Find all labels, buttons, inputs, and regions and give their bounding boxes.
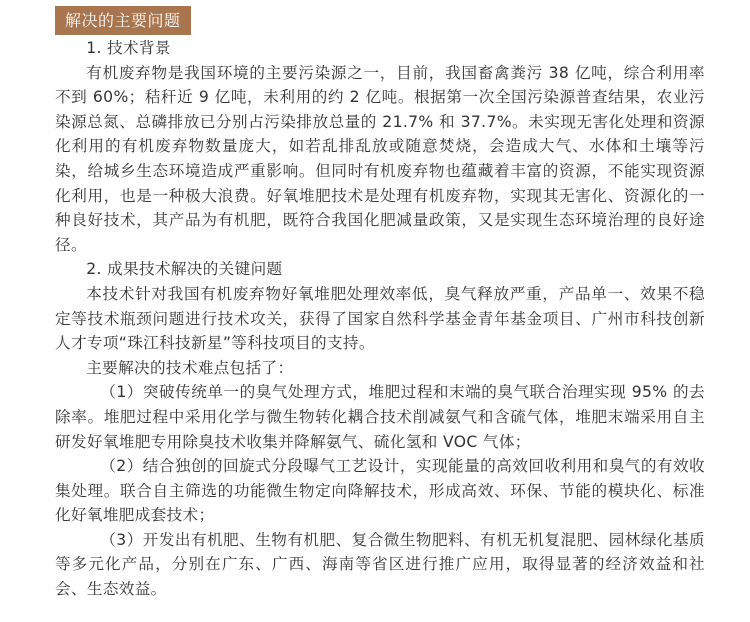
paragraph-difficulties-intro: 主要解决的技术难点包括了： bbox=[86, 358, 294, 377]
subheading-technical-background: 1. 技术背景 bbox=[86, 39, 171, 57]
section-header: 解决的主要问题 bbox=[55, 6, 191, 35]
list-item-3: （3）开发出有机肥、生物有机肥、复合微生物肥料、有机无机复混肥、园林绿化基质等多元化产品，分别在广东、广西、海南等省区进行推广应用，取得显著的经济效益和社会、生态效益。 bbox=[55, 530, 705, 599]
list-item-1: （1）突破传统单一的臭气处理方式，堆肥过程和末端的臭气联合治理实现 95% 的去除率。堆肥过程中采用化学与微生物转化耦合技术削减氨气和含硫气体，堆肥末端采用自主研发好氧堆肥专用除臭技术收集并降解氨气、硫化氢和 VOC 气体； bbox=[55, 383, 705, 451]
subheading-key-problems: 2. 成果技术解决的关键问题 bbox=[86, 260, 283, 279]
paragraph-key-problems: 本技术针对我国有机废弃物好氧堆肥处理效率低，臭气释放严重，产品单一、效果不稳定等技术瓶颈问题进行技术攻关，获得了国家自然科学基金青年基金项目、广州市科技创新人才专项“珠江科技新星”等科技项目的支持。 bbox=[55, 284, 705, 353]
list-item-2: （2）结合独创的回旋式分段曝气工艺设计，实现能量的高效回收利用和臭气的有效收集处理。联合自主筛选的功能微生物定向降解技术，形成高效、环保、节能的模块化、标准化好氧堆肥成套技术； bbox=[55, 457, 705, 525]
paragraph-background: 有机废弃物是我国环境的主要污染源之一，目前，我国畜禽粪污 38 亿吨，综合利用率不到 60%；秸秆近 9 亿吨，未利用的约 2 亿吨。根据第一次全国污染源普查结果，农业污染源总氮、总磷排放已分别占污染排放总量的 21.7% 和 37.7%。未实现无害化处理和资源化利用的有机废弃物数量庞大，如若乱排乱放或随意焚烧，会造成大气、水体和土壤等污染，给城乡生态环境造成严重影响。但同时有机废弃物也蕴藏着丰富的资源，不能实现资源化利用，也是一种极大浪费。好氧堆肥技术是处理有机废弃物，实现其无害化、资源化的一种良好技术，其产品为有机肥，既符合我国化肥减量政策，又是实现生态环境治理的良好途径。 bbox=[55, 63, 705, 254]
document-body bbox=[55, 36, 705, 602]
document bbox=[55, 6, 705, 602]
